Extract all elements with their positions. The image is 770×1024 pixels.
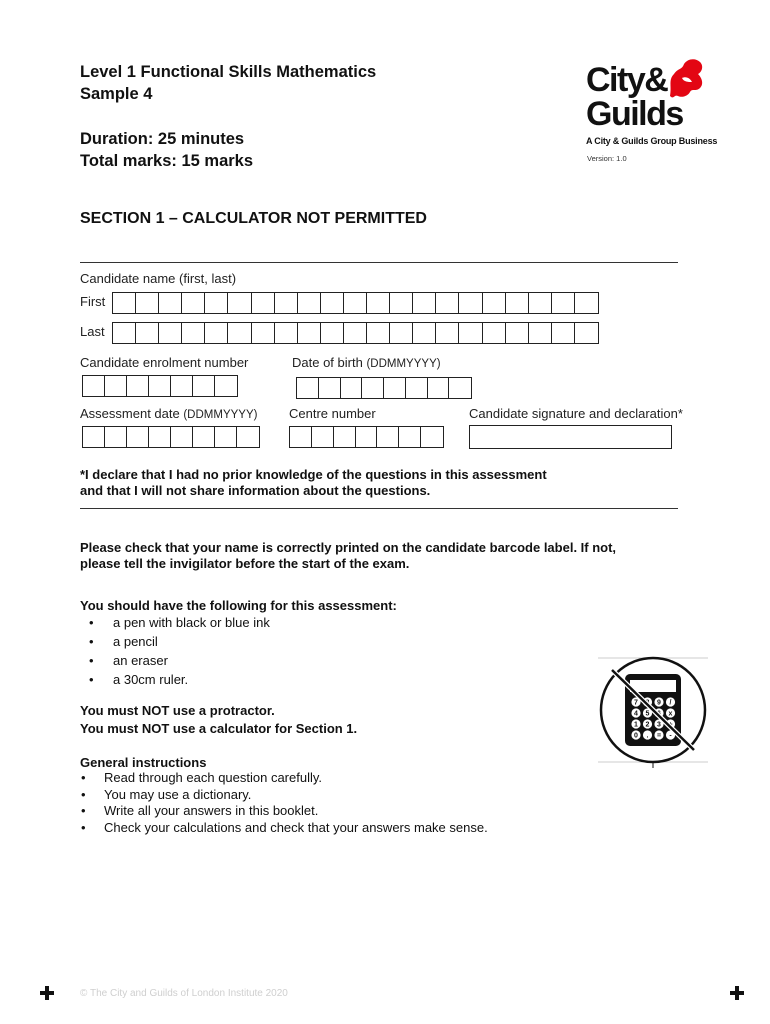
character-box[interactable] <box>182 293 205 313</box>
character-box[interactable] <box>105 427 127 447</box>
barcode-notice <box>80 540 700 572</box>
restriction-calculator: You must NOT use a calculator for Section 1. <box>80 721 358 736</box>
character-box[interactable] <box>113 293 136 313</box>
character-box[interactable] <box>390 323 413 343</box>
character-box[interactable] <box>205 293 228 313</box>
character-box[interactable] <box>506 293 529 313</box>
character-box[interactable] <box>399 427 421 447</box>
character-box[interactable] <box>321 293 344 313</box>
calculator-key-label: - <box>669 732 672 740</box>
character-box[interactable] <box>421 427 443 447</box>
character-box[interactable] <box>506 323 529 343</box>
calculator-key-label: 1 <box>634 721 638 729</box>
character-box[interactable] <box>290 427 312 447</box>
divider <box>80 508 678 509</box>
character-box[interactable] <box>252 323 275 343</box>
character-box[interactable] <box>159 293 182 313</box>
character-box[interactable] <box>193 376 215 396</box>
signature-label: Candidate signature and declaration* <box>469 406 683 421</box>
character-box[interactable] <box>390 293 413 313</box>
character-box[interactable] <box>406 378 428 398</box>
character-box[interactable] <box>275 323 298 343</box>
character-box[interactable] <box>529 293 552 313</box>
list-item: • a pen with black or blue ink <box>80 613 480 632</box>
character-box[interactable] <box>413 323 436 343</box>
restrictions <box>80 702 357 738</box>
assessment-date-label-text: Assessment date <box>80 406 180 421</box>
character-box[interactable] <box>367 323 390 343</box>
character-box[interactable] <box>159 323 182 343</box>
registration-mark-icon <box>730 986 744 1000</box>
copyright-footer: © The City and Guilds of London Institute 2020 <box>80 988 288 999</box>
version-text: Version: 1.0 <box>587 154 627 163</box>
assessment-date-format: (DDMMYYYY) <box>183 409 258 421</box>
calculator-key-label: 0 <box>634 732 638 740</box>
section-title: SECTION 1 – CALCULATOR NOT PERMITTED <box>80 210 427 227</box>
character-box[interactable] <box>575 323 598 343</box>
character-box[interactable] <box>319 378 341 398</box>
general-instructions-list <box>80 770 640 836</box>
character-box[interactable] <box>367 293 390 313</box>
assessment-title <box>80 61 376 105</box>
character-box[interactable] <box>413 293 436 313</box>
character-box[interactable] <box>228 323 251 343</box>
character-box[interactable] <box>83 376 105 396</box>
character-box[interactable] <box>215 376 237 396</box>
registration-mark-icon <box>40 986 54 1000</box>
declaration-line-2: and that I will not share information about the questions. <box>80 483 431 498</box>
character-box[interactable] <box>334 427 356 447</box>
assessment-date-boxes[interactable] <box>82 426 260 448</box>
logo-line-1: City& <box>586 61 668 99</box>
character-box[interactable] <box>83 427 105 447</box>
character-box[interactable] <box>384 378 406 398</box>
declaration-line-1: *I declare that I had no prior knowledge of the questions in this assessment <box>80 467 547 482</box>
logo-tagline: A City & Guilds Group Business <box>586 136 718 146</box>
list-item: • You may use a dictionary. <box>80 787 640 804</box>
assessment-date-label <box>80 406 257 421</box>
calculator-key-label: 5 <box>645 710 650 718</box>
character-box[interactable] <box>459 323 482 343</box>
character-box[interactable] <box>552 323 575 343</box>
character-box[interactable] <box>105 376 127 396</box>
character-box[interactable] <box>321 323 344 343</box>
centre-number-label: Centre number <box>289 406 376 421</box>
character-box[interactable] <box>127 376 149 396</box>
last-name-label: Last <box>80 324 105 339</box>
dob-format: (DDMMYYYY) <box>366 358 441 370</box>
logo-line-2: Guilds <box>586 95 683 133</box>
calculator-key-label: 2 <box>645 721 650 729</box>
first-name-label: First <box>80 294 106 309</box>
barcode-notice-line-2: please tell the invigilator before the start of the exam. <box>80 556 410 571</box>
character-box[interactable] <box>344 323 367 343</box>
divider <box>80 262 678 263</box>
calculator-key-label: 4 <box>634 710 638 718</box>
general-instructions-heading: General instructions <box>80 755 207 770</box>
character-box[interactable] <box>205 323 228 343</box>
signature-box[interactable] <box>469 425 672 449</box>
character-box[interactable] <box>127 427 149 447</box>
title-line-2: Sample 4 <box>80 85 153 103</box>
enrolment-number-label: Candidate enrolment number <box>80 355 249 370</box>
character-box[interactable] <box>483 293 506 313</box>
calculator-key-label: 3 <box>657 721 661 729</box>
character-box[interactable] <box>228 293 251 313</box>
dob-label-text: Date of birth <box>292 355 363 370</box>
character-box[interactable] <box>275 293 298 313</box>
character-box[interactable] <box>341 378 363 398</box>
character-box[interactable] <box>356 427 378 447</box>
character-box[interactable] <box>193 427 215 447</box>
character-box[interactable] <box>377 427 399 447</box>
character-box[interactable] <box>529 323 552 343</box>
restriction-protractor: You must NOT use a protractor. <box>80 703 275 718</box>
calculator-key-label: 7 <box>634 699 638 707</box>
enrolment-number-boxes[interactable] <box>82 375 238 397</box>
first-name-boxes[interactable] <box>112 292 599 314</box>
calculator-key-label: x <box>668 710 673 718</box>
character-box[interactable] <box>483 323 506 343</box>
list-item: • Write all your answers in this booklet. <box>80 803 640 820</box>
character-box[interactable] <box>182 323 205 343</box>
centre-number-boxes[interactable] <box>289 426 444 448</box>
character-box[interactable] <box>436 323 459 343</box>
title-line-1: Level 1 Functional Skills Mathematics <box>80 63 377 81</box>
character-box[interactable] <box>298 323 321 343</box>
character-box[interactable] <box>298 293 321 313</box>
total-marks-text: Total marks: 15 marks <box>80 152 254 170</box>
character-box[interactable] <box>171 376 193 396</box>
character-box[interactable] <box>297 378 319 398</box>
equipment-heading: You should have the following for this assessment: <box>80 598 397 613</box>
list-item: • a pencil <box>80 632 480 651</box>
character-box[interactable] <box>436 293 459 313</box>
character-box[interactable] <box>113 323 136 343</box>
candidate-name-label: Candidate name (first, last) <box>80 271 237 286</box>
declaration <box>80 467 690 499</box>
character-box[interactable] <box>344 293 367 313</box>
character-box[interactable] <box>149 427 171 447</box>
list-item: • an eraser <box>80 651 480 670</box>
list-item: • Check your calculations and check that your answers make sense. <box>80 820 640 837</box>
list-item: • Read through each question carefully. <box>80 770 640 787</box>
character-box[interactable] <box>362 378 384 398</box>
character-box[interactable] <box>136 293 159 313</box>
duration-block <box>80 128 253 172</box>
character-box[interactable] <box>171 427 193 447</box>
character-box[interactable] <box>459 293 482 313</box>
equipment-list <box>80 613 480 689</box>
calculator-key-label: = <box>656 732 662 740</box>
character-box[interactable] <box>428 378 450 398</box>
character-box[interactable] <box>312 427 334 447</box>
last-name-boxes[interactable] <box>112 322 599 344</box>
character-box[interactable] <box>252 293 275 313</box>
no-calculator-icon <box>592 652 714 768</box>
dob-label <box>292 355 441 370</box>
character-box[interactable] <box>449 378 471 398</box>
dob-boxes[interactable] <box>296 377 472 399</box>
barcode-notice-line-1: Please check that your name is correctly printed on the candidate barcode label. If not, <box>80 540 617 555</box>
calculator-key-label: / <box>669 699 672 707</box>
character-box[interactable] <box>215 427 237 447</box>
duration-text: Duration: 25 minutes <box>80 130 245 148</box>
character-box[interactable] <box>136 323 159 343</box>
calculator-key-label: . <box>646 732 649 740</box>
character-box[interactable] <box>575 293 598 313</box>
calculator-key-label: 9 <box>657 699 661 707</box>
lion-emblem-icon <box>662 56 708 102</box>
city-guilds-logo <box>584 60 718 160</box>
character-box[interactable] <box>149 376 171 396</box>
character-box[interactable] <box>552 293 575 313</box>
list-item: • a 30cm ruler. <box>80 670 480 689</box>
character-box[interactable] <box>237 427 259 447</box>
